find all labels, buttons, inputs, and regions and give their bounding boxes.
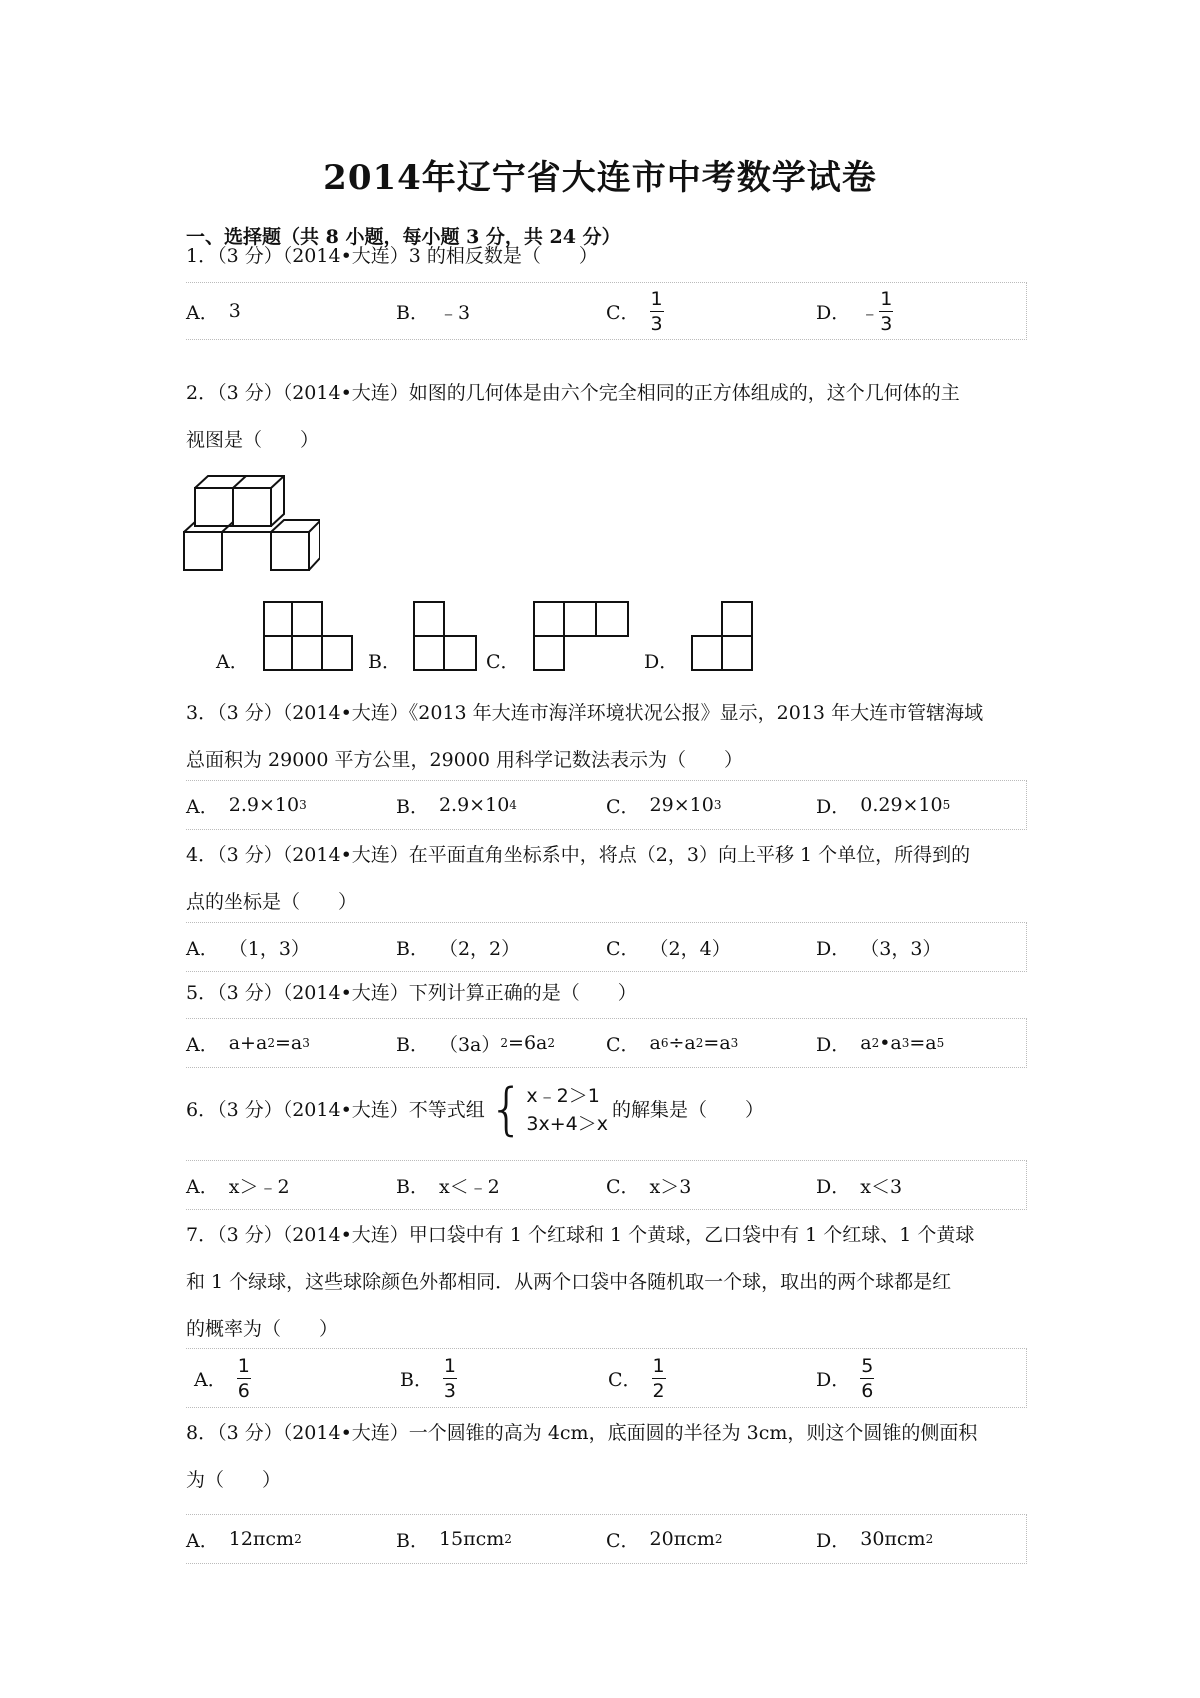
option-b: B． 2.9×10 4	[396, 794, 517, 818]
option-c: C． （2，4）	[606, 937, 731, 960]
option-a: A．	[216, 651, 249, 673]
option-b: B． 15πcm 2	[396, 1528, 512, 1552]
option-b: B．	[368, 651, 401, 673]
view-d	[690, 600, 770, 672]
question-8-options	[186, 1514, 1027, 1564]
option-a: A． 2.9×10 3	[186, 794, 307, 818]
section-heading: 一、选择题（共 8 小题，每小题 3 分，共 24 分）	[186, 226, 621, 248]
option-d: D．	[644, 651, 679, 673]
option-c: C． $\frac{1}{2}$	[608, 1354, 665, 1402]
question-5-options	[186, 1018, 1027, 1068]
question-3-stem: 3．（3 分）（2014•大连）《2013 年大连市海洋环境状况公报》显示，2013 年大连市管辖海域 总面积为 29000 平方公里，29000 用科学记数法表示为（ ）	[186, 702, 984, 771]
option-a: A． x＞﹣2	[186, 1175, 290, 1198]
view-b	[412, 600, 492, 672]
question-4-options	[186, 922, 1027, 972]
cube-figure	[180, 474, 320, 574]
page-title: 2014年辽宁省大连市中考数学试卷	[323, 158, 877, 198]
question-1-stem: 1．（3 分）（2014•大连）3 的相反数是（ ）	[186, 245, 598, 267]
option-c: C． 29×10 3	[606, 794, 722, 818]
question-1-options	[186, 282, 1027, 340]
view-c	[532, 600, 642, 672]
option-a: A． a+a 2 =a 3	[186, 1032, 310, 1056]
option-c: C． a 6 ÷a 2 =a 3	[606, 1032, 739, 1056]
view-a	[262, 600, 362, 672]
option-d: D． （3，3）	[816, 937, 942, 960]
question-7-stem: 7．（3 分）（2014•大连）甲口袋中有 1 个红球和 1 个黄球，乙口袋中有 1 个红球、1 个黄球 和 1 个绿球，这些球除颜色外都相同．从两个口袋中各随机取一个球，取出的两个球都是红 的概率为（ ）	[186, 1224, 975, 1340]
option-b: B． （2，2）	[396, 937, 521, 960]
option-c: C． 20πcm 2	[606, 1528, 723, 1552]
option-d: D． a 2 •a 3 =a 5	[816, 1032, 945, 1056]
option-a: A． 12πcm 2	[186, 1528, 302, 1552]
option-d: D． 30πcm 2	[816, 1528, 934, 1552]
option-a: A． $\frac{1}{6}$	[194, 1354, 250, 1402]
option-a: A． （1，3）	[186, 937, 310, 960]
fraction: $\frac{1}{3}$	[880, 287, 893, 335]
question-3-options	[186, 780, 1027, 830]
question-2-options	[186, 596, 1026, 674]
question-6-stem: 6．（3 分）（2014•大连）不等式组 { x﹣2＞1 3x+4＞x 的解集是（ ）	[186, 1077, 765, 1142]
question-5-stem: 5．（3 分）（2014•大连）下列计算正确的是（ ）	[186, 982, 637, 1004]
question-8-stem: 8．（3 分）（2014•大连）一个圆锥的高为 4cm，底面圆的半径为 3cm，则这个圆锥的侧面积 为（ ）	[186, 1422, 978, 1491]
option-b: B． （3a） 2 =6a 2	[396, 1032, 556, 1056]
option-b: B． x＜﹣2	[396, 1175, 500, 1198]
question-7-options	[186, 1348, 1027, 1408]
fraction: $\frac{1}{3}$	[443, 1354, 457, 1402]
option-c: C． x＞3	[606, 1175, 692, 1198]
fraction: $\frac{1}{6}$	[237, 1354, 250, 1402]
option-c: C． $\frac{1}{3}$	[606, 287, 663, 335]
option-c: C．	[486, 651, 520, 673]
question-4-stem: 4．（3 分）（2014•大连）在平面直角坐标系中，将点（2，3）向上平移 1 个单位，所得到的 点的坐标是（ ）	[186, 844, 971, 913]
option-d: D． x＜3	[816, 1175, 903, 1198]
option-a: A． 3	[186, 300, 241, 324]
fraction: $\frac{1}{2}$	[652, 1354, 665, 1402]
option-b: B． ﹣3	[396, 301, 471, 324]
option-b: B． $\frac{1}{3}$	[400, 1354, 457, 1402]
option-d: D． ﹣ $\frac{1}{3}$	[816, 287, 893, 335]
option-d: D． $\frac{5}{6}$	[816, 1354, 874, 1402]
question-6-options	[186, 1160, 1027, 1210]
fraction: $\frac{1}{3}$	[650, 287, 663, 335]
inequality-system: { x﹣2＞1 3x+4＞x	[488, 1077, 609, 1142]
question-2-stem: 2．（3 分）（2014•大连）如图的几何体是由六个完全相同的正方体组成的，这个几何体的主 视图是（ ）	[186, 382, 960, 451]
fraction: $\frac{5}{6}$	[861, 1354, 874, 1402]
option-d: D． 0.29×10 5	[816, 794, 951, 818]
